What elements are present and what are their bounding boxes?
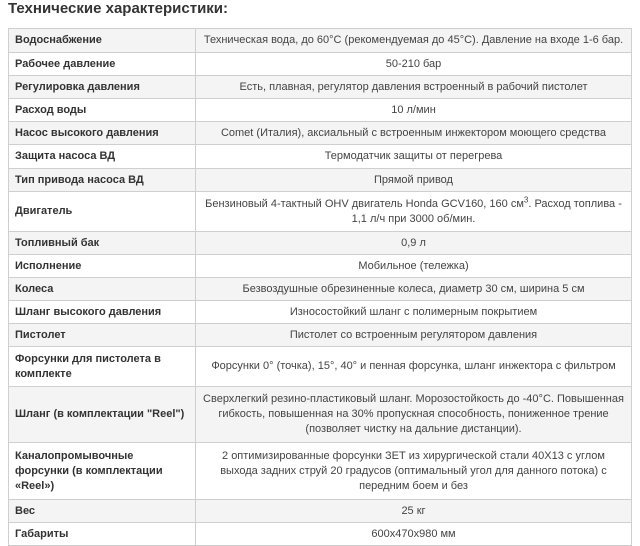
spec-name: Расход воды bbox=[9, 99, 196, 122]
table-row bbox=[9, 255, 632, 278]
spec-name: Шланг высокого давления bbox=[9, 301, 196, 324]
table-row bbox=[9, 29, 632, 53]
table-row bbox=[9, 53, 632, 76]
spec-value: 2 оптимизированные форсунки ЗЕТ из хирургической стали 40Х13 с углом выхода задних струй 20 градусов (оптимальный угол для данного потока) с передним боем и без bbox=[196, 443, 632, 500]
spec-value: Есть, плавная, регулятор давления встроенный в рабочий пистолет bbox=[196, 76, 632, 99]
table-row bbox=[9, 99, 632, 122]
spec-name: Топливный бак bbox=[9, 232, 196, 255]
spec-name: Вес bbox=[9, 500, 196, 523]
superscript-three: 3 bbox=[523, 194, 529, 204]
spec-name: Каналопромывочные форсунки (в комплектации «Reel») bbox=[9, 443, 196, 500]
spec-value: 50-210 бар bbox=[196, 53, 632, 76]
spec-value: 10 л/мин bbox=[196, 99, 632, 122]
table-row bbox=[9, 169, 632, 192]
spec-value: Износостойкий шланг с полимерным покрытием bbox=[196, 301, 632, 324]
spec-value: Мобильное (тележка) bbox=[196, 255, 632, 278]
engine-value-text: Бензиновый 4-тактный OHV двигатель Honda GCV160, 160 см bbox=[205, 197, 524, 210]
spec-value: Безвоздушные обрезиненные колеса, диаметр 30 см, ширина 5 см bbox=[196, 278, 632, 301]
spec-name: Исполнение bbox=[9, 255, 196, 278]
spec-name: Шланг (в комплектации "Reel") bbox=[9, 387, 196, 443]
table-row bbox=[9, 145, 632, 169]
table-row bbox=[9, 122, 632, 145]
spec-name: Водоснабжение bbox=[9, 29, 196, 53]
spec-value: Прямой привод bbox=[196, 169, 632, 192]
spec-name: Пистолет bbox=[9, 324, 196, 347]
table-row bbox=[9, 523, 632, 546]
spec-value bbox=[196, 192, 632, 232]
spec-name: Габариты bbox=[9, 523, 196, 546]
table-row bbox=[9, 76, 632, 99]
table-row bbox=[9, 500, 632, 523]
table-row bbox=[9, 278, 632, 301]
spec-value: Сверхлегкий резино-пластиковый шланг. Морозостойкость до -40°С. Повышенная гибкость, повышенная на 30% пропускная способность, пониженное трение (позволяет чистку на дальние дистанции). bbox=[196, 387, 632, 443]
spec-value: Пистолет со встроенным регулятором давления bbox=[196, 324, 632, 347]
table-row bbox=[9, 443, 632, 500]
spec-name: Форсунки для пистолета в комплекте bbox=[9, 347, 196, 387]
table-row bbox=[9, 387, 632, 443]
spec-value: 600х470х980 мм bbox=[196, 523, 632, 546]
spec-value: Форсунки 0° (точка), 15°, 40° и пенная форсунка, шланг инжектора с фильтром bbox=[196, 347, 632, 387]
spec-name: Тип привода насоса ВД bbox=[9, 169, 196, 192]
spec-value: 25 кг bbox=[196, 500, 632, 523]
table-row bbox=[9, 192, 632, 232]
spec-value: Comet (Италия), аксиальный с встроенным инжектором моющего средства bbox=[196, 122, 632, 145]
spec-value: Техническая вода, до 60°С (рекомендуемая до 45°С). Давление на входе 1-6 бар. bbox=[196, 29, 632, 53]
table-row bbox=[9, 232, 632, 255]
spec-name: Насос высокого давления bbox=[9, 122, 196, 145]
spec-value: 0,9 л bbox=[196, 232, 632, 255]
table-row bbox=[9, 301, 632, 324]
spec-name: Двигатель bbox=[9, 192, 196, 232]
page-title: Технические характеристики: bbox=[8, 0, 229, 17]
spec-name: Рабочее давление bbox=[9, 53, 196, 76]
spec-name: Защита насоса ВД bbox=[9, 145, 196, 169]
engine-value-suffix: . Расход топлива - 1,1 л/ч при 3000 об/мин. bbox=[351, 197, 622, 225]
specifications-table bbox=[8, 28, 632, 546]
table-row bbox=[9, 347, 632, 387]
spec-value: Термодатчик защиты от перегрева bbox=[196, 145, 632, 169]
table-row bbox=[9, 324, 632, 347]
spec-name: Колеса bbox=[9, 278, 196, 301]
spec-name: Регулировка давления bbox=[9, 76, 196, 99]
